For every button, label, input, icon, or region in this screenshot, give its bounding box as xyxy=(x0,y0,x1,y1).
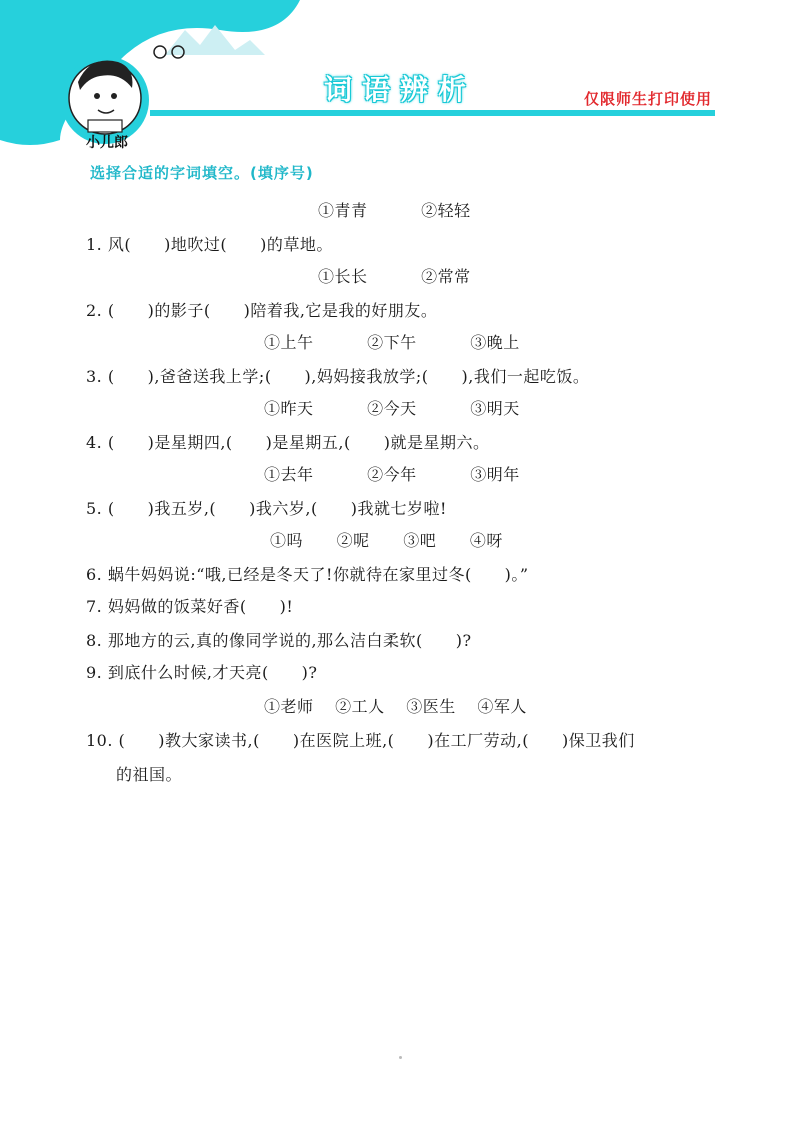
question-3: 3. ( ),爸爸送我上学;( ),妈妈接我放学;( ),我们一起吃饭。 xyxy=(86,367,590,386)
instruction: 选择合适的字词填空。(填序号) xyxy=(90,164,314,182)
options-row-6 xyxy=(270,528,503,551)
option: ①老师 xyxy=(264,697,314,716)
options-row-1 xyxy=(318,198,471,221)
option: ①长长 xyxy=(318,267,368,286)
option: ③明年 xyxy=(470,465,520,484)
option: ②工人 xyxy=(335,697,385,716)
option: ③明天 xyxy=(470,399,520,418)
option: ④军人 xyxy=(477,697,527,716)
option: ②呢 xyxy=(336,531,370,550)
print-restriction-tag: 仅限师生打印使用 xyxy=(583,90,712,108)
option: ②今天 xyxy=(367,399,417,418)
question-8: 8. 那地方的云,真的像同学说的,那么洁白柔软( )? xyxy=(86,631,472,650)
mascot-label: 小儿郎 xyxy=(86,135,128,151)
option: ③医生 xyxy=(406,697,456,716)
options-row-2 xyxy=(318,264,471,287)
option: ②轻轻 xyxy=(421,201,471,220)
question-1: 1. 风( )地吹过( )的草地。 xyxy=(86,235,333,254)
options-row-5 xyxy=(264,462,520,485)
option: ①去年 xyxy=(264,465,314,484)
option: ③吧 xyxy=(403,531,437,550)
question-2: 2. ( )的影子( )陪着我,它是我的好朋友。 xyxy=(86,301,438,320)
question-5: 5. ( )我五岁,( )我六岁,( )我就七岁啦! xyxy=(86,499,447,518)
options-row-3 xyxy=(264,330,520,353)
option: ②今年 xyxy=(367,465,417,484)
option: ①昨天 xyxy=(264,399,314,418)
footer-dot xyxy=(399,1056,402,1059)
question-6: 6. 蜗牛妈妈说:“哦,已经是冬天了!你就待在家里过冬( )。” xyxy=(86,565,529,584)
question-4: 4. ( )是星期四,( )是星期五,( )就是星期六。 xyxy=(86,433,490,452)
option: ③晚上 xyxy=(470,333,520,352)
option: ①吗 xyxy=(270,531,304,550)
question-10-continuation: 的祖国。 xyxy=(116,765,183,784)
option: ①上午 xyxy=(264,333,314,352)
question-7: 7. 妈妈做的饭菜好香( )! xyxy=(86,597,294,616)
option: ②常常 xyxy=(421,267,471,286)
question-10: 10. ( )教大家读书,( )在医院上班,( )在工厂劳动,( )保卫我们 xyxy=(86,731,635,750)
option: ④呀 xyxy=(469,531,503,550)
option: ②下午 xyxy=(367,333,417,352)
question-9: 9. 到底什么时候,才天亮( )? xyxy=(86,663,318,682)
option: ①青青 xyxy=(318,201,368,220)
options-row-4 xyxy=(264,396,520,419)
page-title: 词语辨析 xyxy=(323,73,476,106)
options-row-7 xyxy=(264,694,527,717)
